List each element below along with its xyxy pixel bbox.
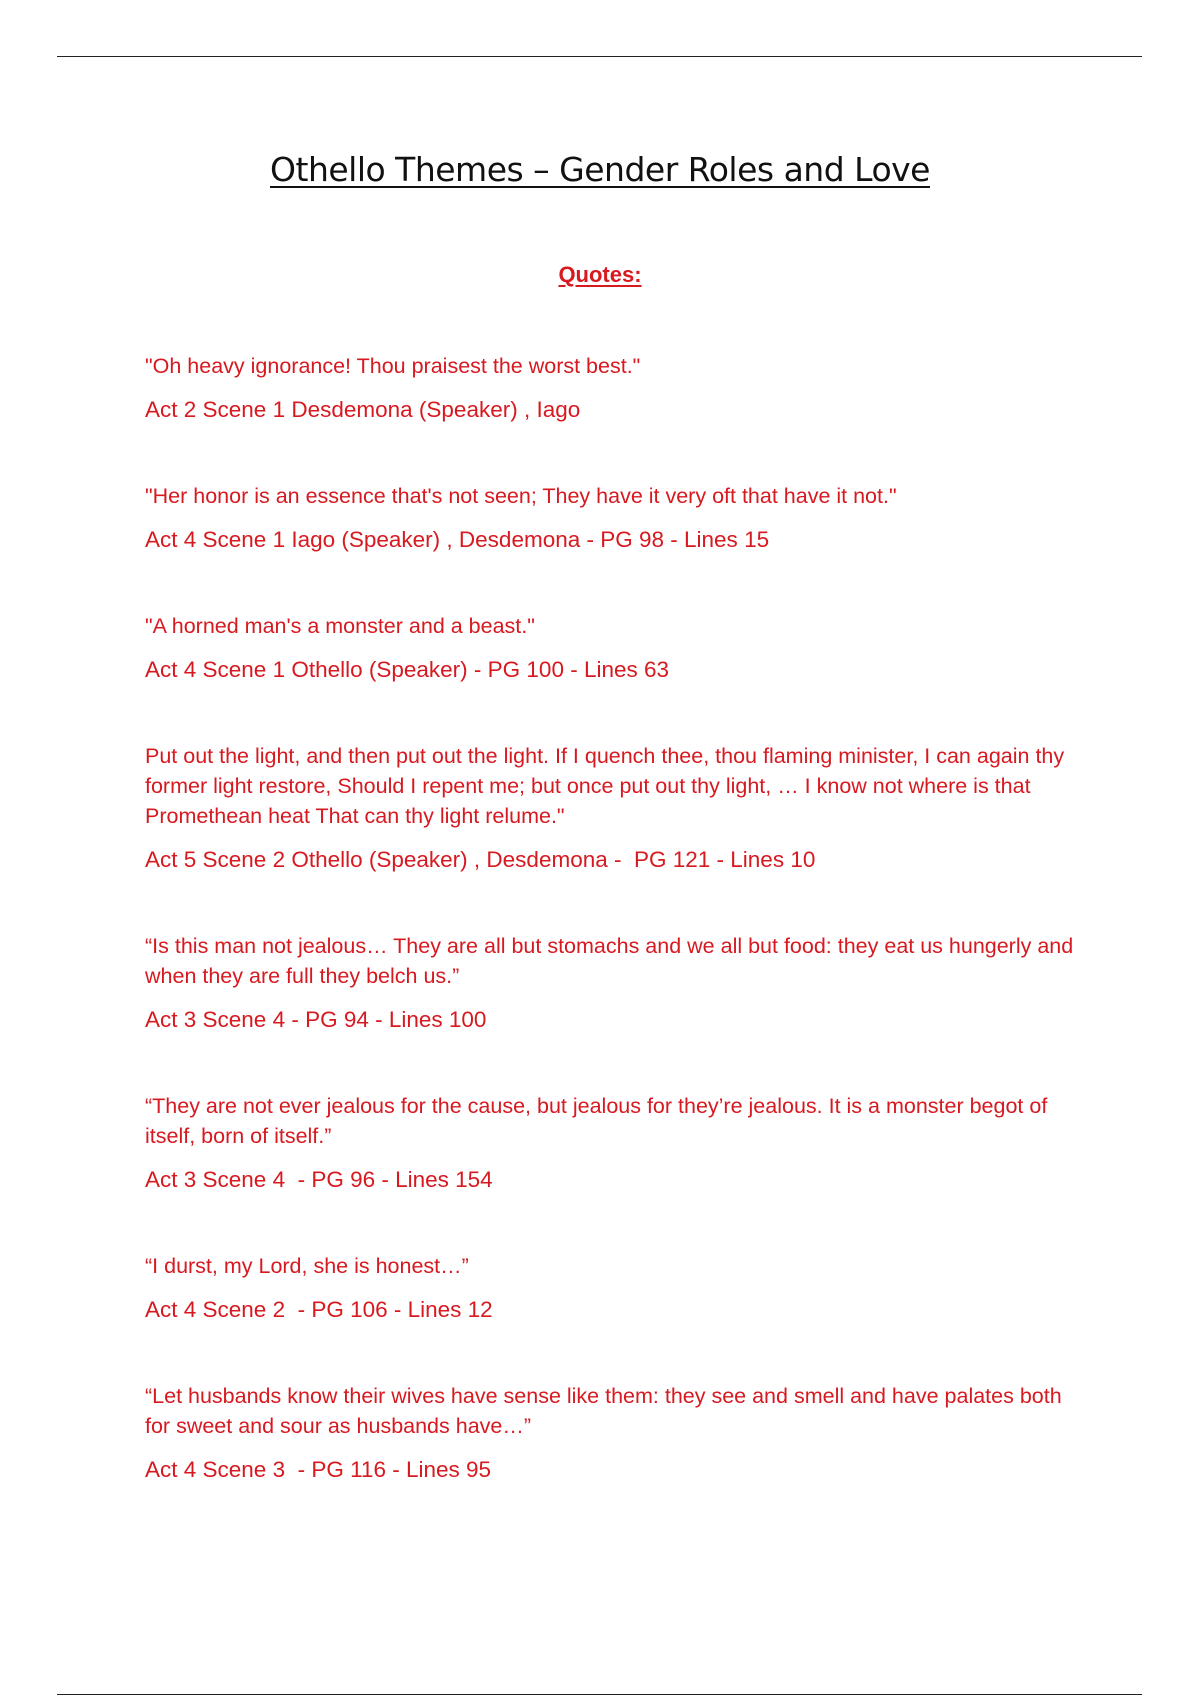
quote-item xyxy=(145,1091,1080,1195)
quote-item xyxy=(145,741,1080,875)
top-rule xyxy=(57,56,1142,57)
quote-reference: Act 2 Scene 1 Desdemona (Speaker) , Iago xyxy=(145,397,581,422)
bottom-rule xyxy=(57,1694,1142,1695)
quote-text: “They are not ever jealous for the cause, but jealous for they’re jealous. It is a monster begot of itself, born of itself.” xyxy=(145,1094,1048,1148)
quote-reference: Act 4 Scene 3 - PG 116 - Lines 95 xyxy=(145,1457,492,1482)
quotes-list xyxy=(145,351,1080,1541)
quote-text: “Let husbands know their wives have sense like them: they see and smell and have palates both for sweet and sour as husbands have…” xyxy=(145,1384,1062,1438)
quote-text: "A horned man's a monster and a beast." xyxy=(145,614,535,638)
quote-text: “Is this man not jealous… They are all but stomachs and we all but food: they eat us hungerly and when they are full they belch us.” xyxy=(145,934,1074,988)
quote-reference: Act 4 Scene 1 Iago (Speaker) , Desdemona - PG 98 - Lines 15 xyxy=(145,527,770,552)
quotes-heading: Quotes: xyxy=(558,262,642,287)
quote-text: “I durst, my Lord, she is honest…” xyxy=(145,1254,469,1278)
page-title-text: Othello Themes – Gender Roles and Love xyxy=(270,150,930,189)
quote-item xyxy=(145,481,1080,555)
quote-item xyxy=(145,351,1080,425)
quote-reference: Act 5 Scene 2 Othello (Speaker) , Desdemona - PG 121 - Lines 10 xyxy=(145,847,816,872)
quote-reference: Act 3 Scene 4 - PG 94 - Lines 100 xyxy=(145,1007,487,1032)
quote-item xyxy=(145,1381,1080,1485)
quote-reference: Act 4 Scene 2 - PG 106 - Lines 12 xyxy=(145,1297,493,1322)
quote-reference: Act 4 Scene 1 Othello (Speaker) - PG 100 - Lines 63 xyxy=(145,657,670,682)
page-title xyxy=(0,150,1200,189)
quote-item xyxy=(145,1251,1080,1325)
quote-text: "Oh heavy ignorance! Thou praisest the worst best." xyxy=(145,354,641,378)
quote-item xyxy=(145,611,1080,685)
quote-reference: Act 3 Scene 4 - PG 96 - Lines 154 xyxy=(145,1167,493,1192)
quote-text: Put out the light, and then put out the light. If I quench thee, thou flaming minister, I can again thy former light restore, Should I repent me; but once put out thy light, … I know not where is that Promethean heat That can thy light relume." xyxy=(145,744,1065,828)
quote-item xyxy=(145,931,1080,1035)
quote-text: "Her honor is an essence that's not seen; They have it very oft that have it not." xyxy=(145,484,897,508)
